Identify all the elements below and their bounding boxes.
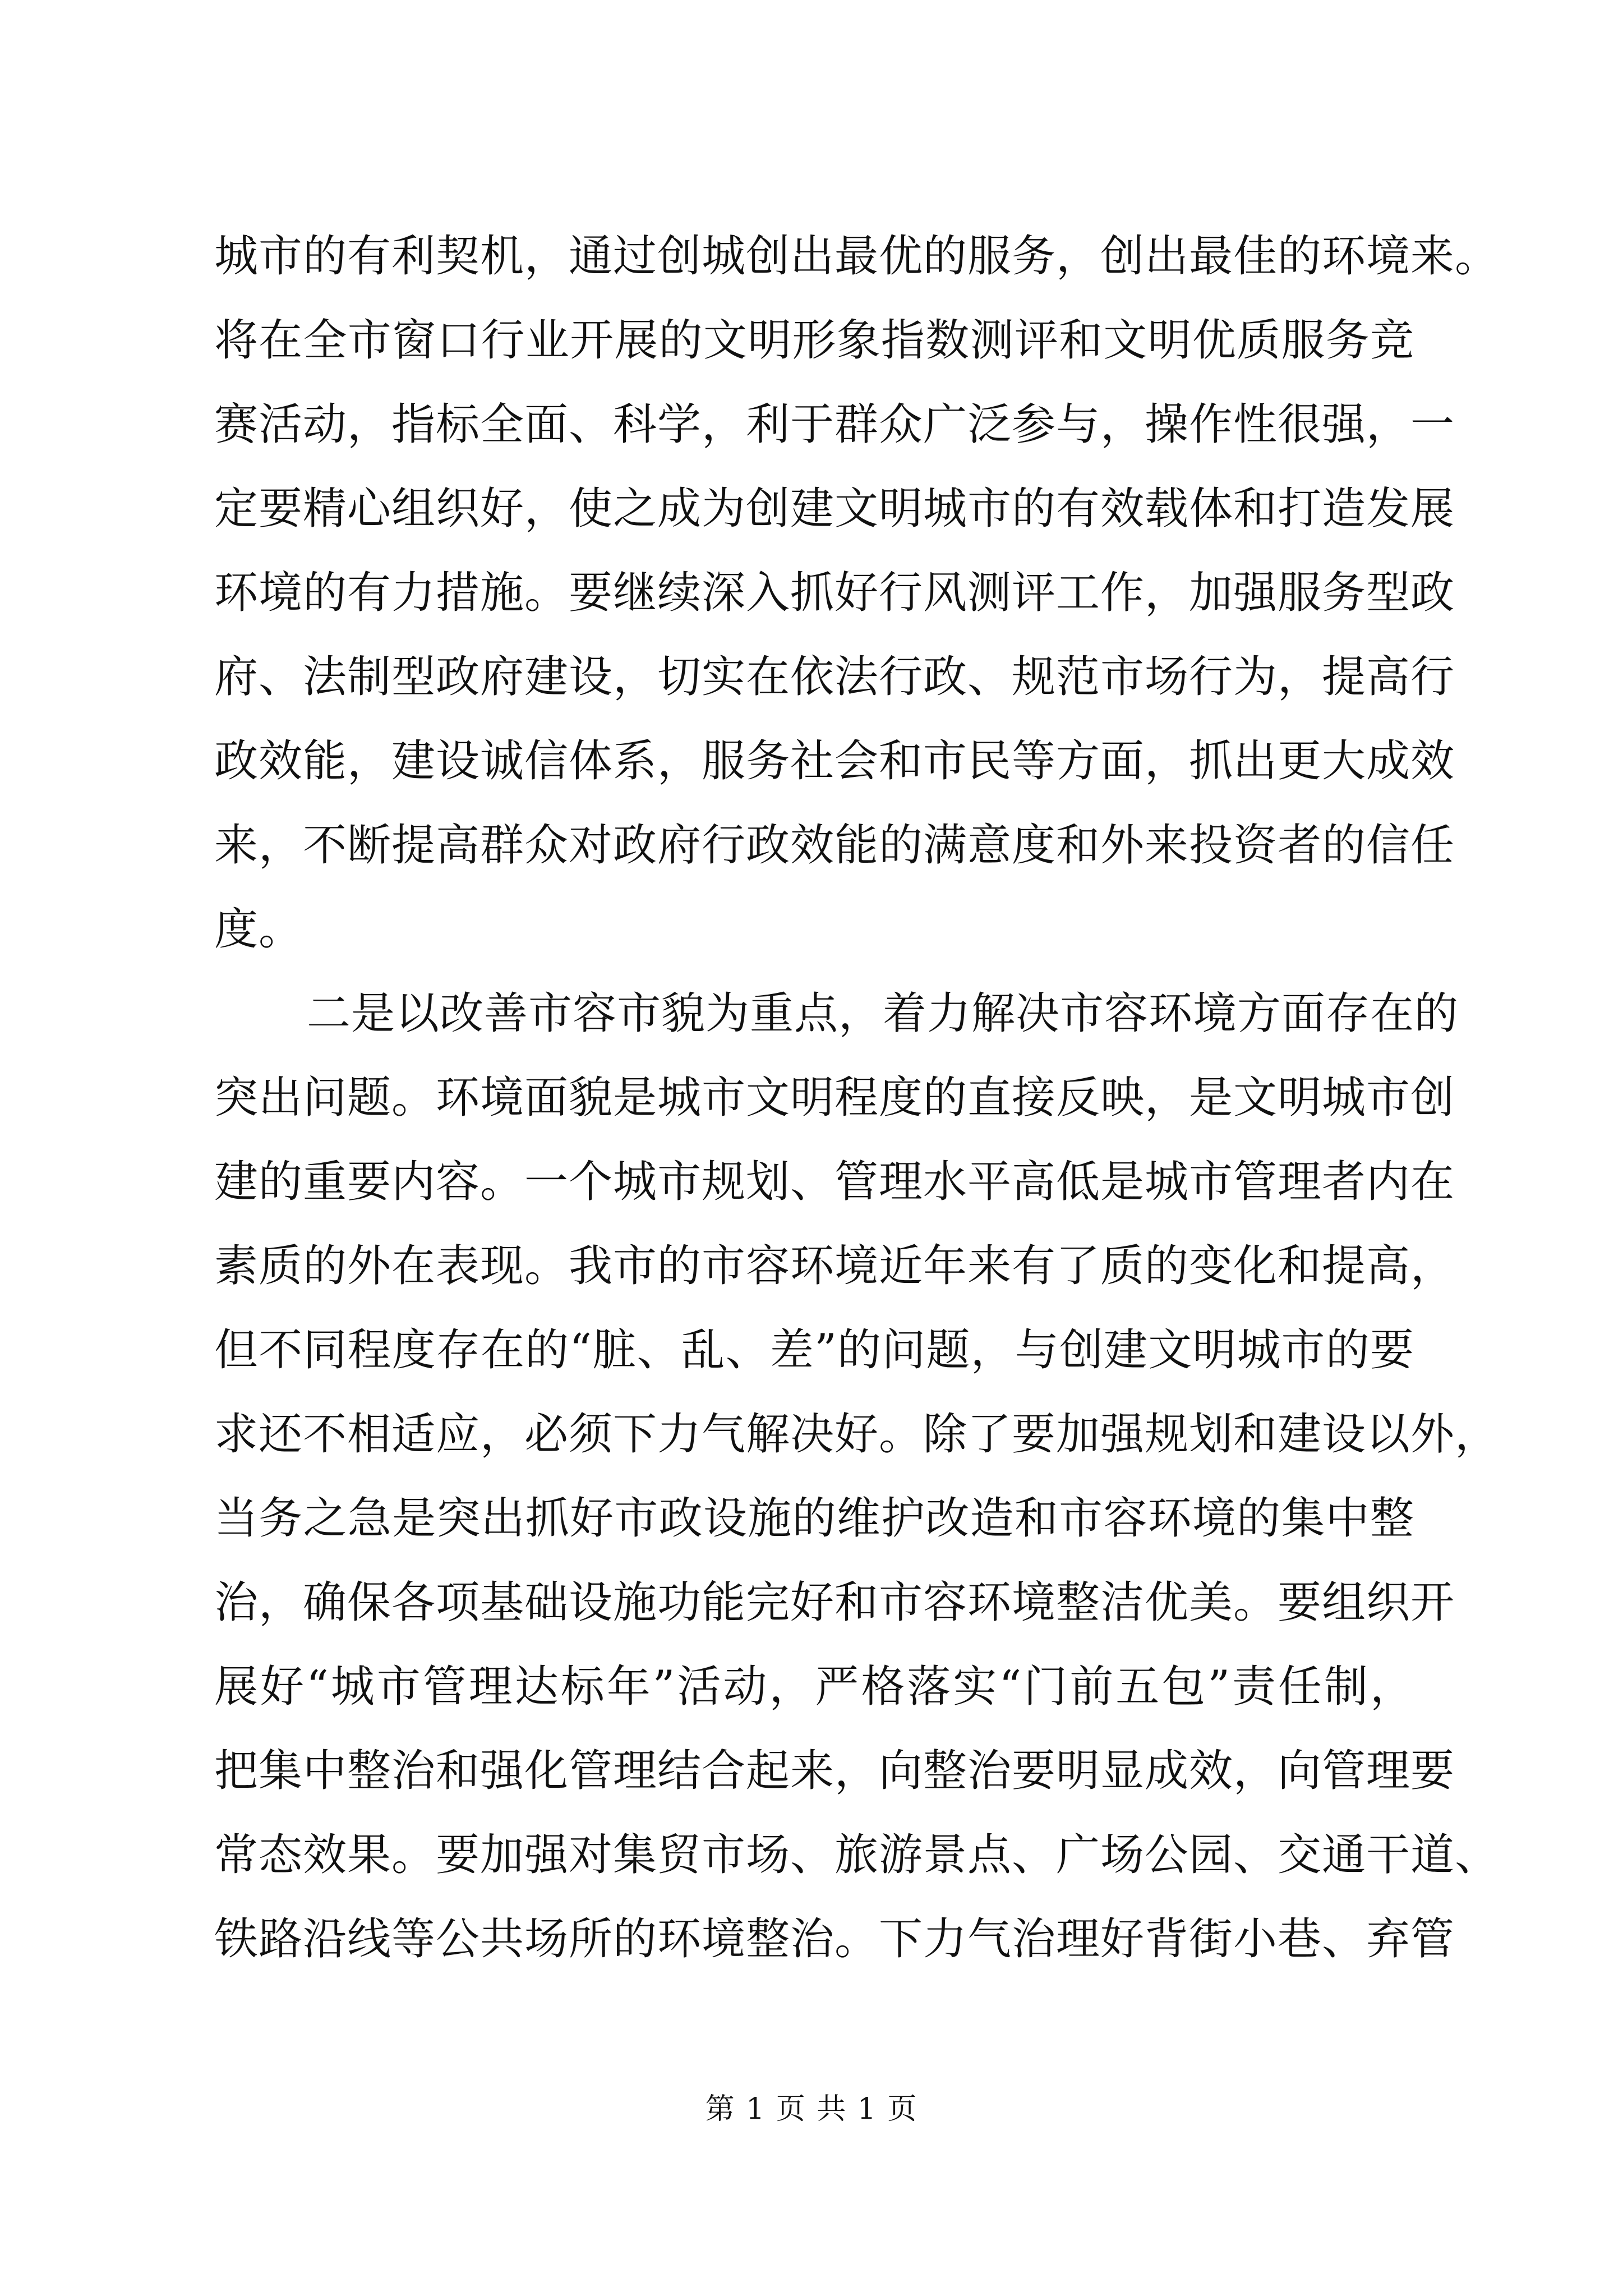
text-line: 突出问题。环境面貌是城市文明程度的直接反映，是文明城市创 — [214, 1073, 1455, 1123]
text-line: 政效能，建设诚信体系，服务社会和市民等方面，抓出更大成效 — [214, 736, 1455, 786]
body-text — [214, 214, 1500, 1981]
text-line: 当务之急是突出抓好市政设施的维护改造和市容环境的集中整 — [214, 1493, 1414, 1544]
text-line: 但不同程度存在的“脏、乱、差”的问题，与创建文明城市的要 — [214, 1325, 1414, 1375]
text-line: 城市的有利契机，通过创城创出最优的服务，创出最佳的环境来。 — [214, 231, 1500, 282]
text-line: 常态效果。要加强对集贸市场、旅游景点、广场公园、交通干道、 — [214, 1830, 1500, 1880]
text-line: 把集中整治和强化管理结合起来，向整治要明显成效，向管理要 — [214, 1746, 1455, 1796]
text-line: 建的重要内容。一个城市规划、管理水平高低是城市管理者内在 — [214, 1157, 1455, 1207]
text-line: 素质的外在表现。我市的市容环境近年来有了质的变化和提高， — [214, 1241, 1455, 1291]
text-line: 来，不断提高群众对政府行政效能的满意度和外来投资者的信任 — [214, 820, 1455, 871]
paragraph-first-line: 二是以改善市容市貌为重点，着力解决市容环境方面存在的 — [307, 988, 1459, 1039]
text-line: 度。 — [214, 904, 303, 955]
text-line: 赛活动，指标全面、科学，利于群众广泛参与，操作性很强，一 — [214, 399, 1455, 450]
page-number-footer: 第 1 页 共 1 页 — [705, 2092, 918, 2126]
text-line: 府、法制型政府建设，切实在依法行政、规范市场行为，提高行 — [214, 652, 1455, 702]
text-line: 治，确保各项基础设施功能完好和市容环境整洁优美。要组织开 — [214, 1577, 1455, 1628]
text-line: 将在全市窗口行业开展的文明形象指数测评和文明优质服务竞 — [214, 315, 1414, 366]
text-line: 定要精心组织好，使之成为创建文明城市的有效载体和打造发展 — [214, 484, 1455, 534]
text-line: 环境的有力措施。要继续深入抓好行风测评工作，加强服务型政 — [214, 568, 1455, 618]
text-line: 铁路沿线等公共场所的环境整治。下力气治理好背街小巷、弃管 — [214, 1914, 1455, 1964]
text-line: 求还不相适应，必须下力气解决好。除了要加强规划和建设以外， — [214, 1409, 1500, 1460]
text-line: 展好“城市管理达标年”活动，严格落实“门前五包”责任制， — [214, 1662, 1414, 1712]
